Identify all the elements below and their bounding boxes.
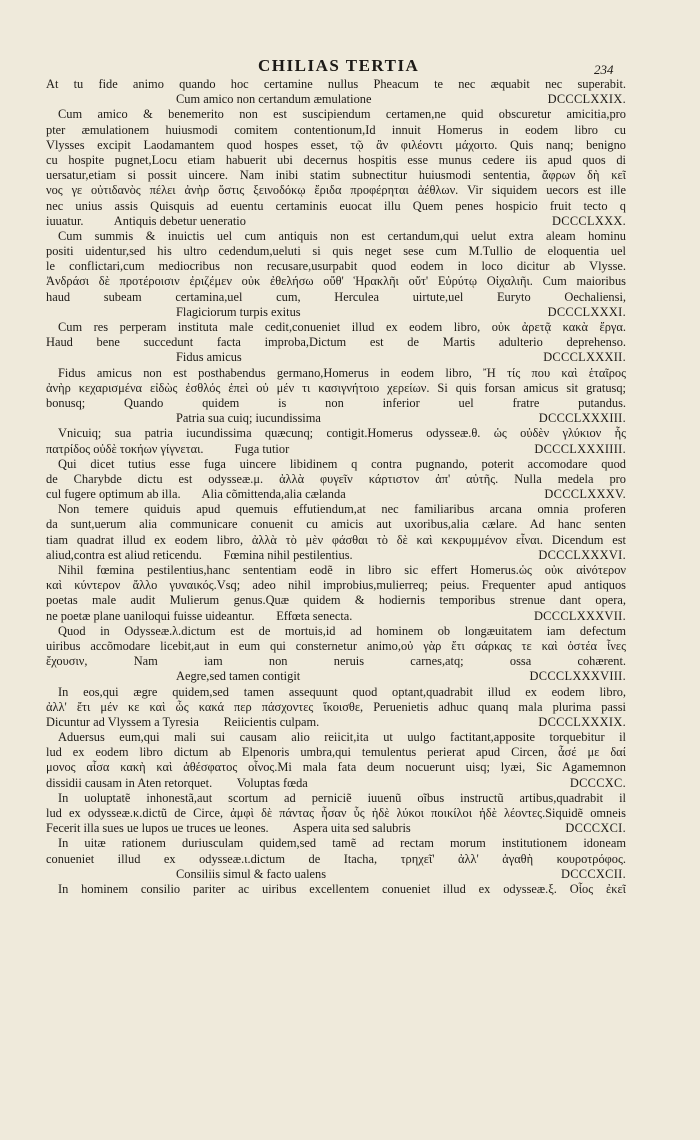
section-heading (46, 821, 626, 836)
line-text: le conflictari,cum mediocribus non recusare,usurpabit quod eodem in loco dicitur ab Vlysse. (46, 259, 626, 274)
section-number: DCCCLXXXIIII. (534, 441, 626, 456)
text-line (46, 502, 626, 517)
section-number: DCCCLXXXIII. (538, 411, 626, 426)
section-title: dissidii causam in Aten retorquet. Voluptas fœda (46, 775, 308, 790)
line-text: tiam quadrat illud ex eodem libro, ἀλλὰ τὸ μὲν φάσθαι τὸ δὲ καὶ κεκρυμμένον εἶναι. Dicendum est (46, 532, 626, 547)
section-heading (46, 609, 626, 624)
line-text: In uitæ rationem duriusculam quidem,sed tamẽ ad rectam morum institutionem idoneam (58, 836, 626, 851)
line-text: Non temere quiduis apud quemuis effutiendum,at nec familiaribus arcana omnia proferen (58, 502, 626, 517)
text-line (46, 183, 626, 198)
line-text: Quod in Odysseæ.λ.dictum est de mortuis,id ad hominem ob longæuitatem iam defectum (58, 623, 626, 638)
folio-number: 234 (594, 62, 614, 77)
text-line (46, 852, 626, 867)
section-heading (46, 776, 626, 791)
text-line (46, 654, 626, 669)
section-title: Fecerit illa sues ue lupos ue truces ue leones. Aspera uita sed salubris (46, 821, 411, 836)
section-number: DCCCLXXIX. (547, 92, 626, 107)
section-title: aliud,contra est aliud reticendu. Fœmina nihil pestilentius. (46, 547, 353, 562)
text-line (46, 335, 626, 350)
text-line (46, 396, 626, 411)
text-line (46, 426, 626, 441)
section-number: DCCCLXXXVII. (533, 608, 626, 623)
text-body (46, 77, 626, 897)
section-number: DCCCLXXXVI. (538, 547, 626, 562)
text-line (46, 244, 626, 259)
section-title: Patria sua cuiq; iucundissima (176, 411, 321, 426)
text-line (46, 123, 626, 138)
line-text: bonusq; Quando quidem is non inferior uel fratre putandus. (46, 395, 626, 410)
text-line (46, 138, 626, 153)
text-line (46, 199, 626, 214)
text-line (46, 259, 626, 274)
line-text: Vnicuiq; sua patria iucundissima quæcunq; contigit.Homerus odysseæ.θ. ὡς οὐδὲν γλύκιον ἧς (58, 426, 626, 441)
section-number: DCCCLXXXVIII. (529, 669, 626, 684)
text-line (46, 320, 626, 335)
section-heading (46, 487, 626, 502)
text-line (46, 593, 626, 608)
text-line (46, 578, 626, 593)
line-text: poetas male audit Mulierum genus.Quæ quidem & hodiernis temporibus strenue dant opera, (46, 593, 626, 608)
line-text: ἔχουσιν, Nam iam non neruis carnes,atq; ossa cohærent. (46, 654, 626, 669)
text-line (46, 791, 626, 806)
section-title: Flagiciorum turpis exitus (176, 304, 301, 319)
line-text: positi uidentur,sed his ultro cedendum,ueluti si quis neget sese cum M.Tullio de eloquentia uel (46, 244, 626, 259)
section-heading (46, 715, 626, 730)
text-line (46, 107, 626, 122)
line-text: Cum amico & benemerito non est suscipiendum certamen,ne quid obscuretur amicitia,pro (58, 107, 626, 122)
text-line (46, 290, 626, 305)
section-title: Aegre,sed tamen contigit (176, 669, 301, 684)
line-text: At tu fide animo quando hoc certamine nullus Pheacum te nec æquabit nec superabit. (46, 77, 626, 91)
section-number: DCCCLXXXV. (544, 487, 626, 502)
line-text: da sunt,uerum alia communicare conuenit cu amicis aut uxoribus,alia cælare. Ad hanc senten (46, 517, 626, 532)
text-line (46, 533, 626, 548)
line-text: μονος αἶσα κακὴ καὶ ἀθέσφατος οἶνος.Mi mala fata deum nocuerunt uisq; lyæi, Sic Agamemnon (46, 760, 626, 775)
line-text: Qui dicet tutius esse fuga uincere libidinem q contra pugnando, poterit accomodare quod (58, 456, 626, 471)
text-line (46, 836, 626, 851)
section-title: Consiliis simul & facto ualens (176, 866, 327, 881)
section-title: Cum amico non certandum æmulatione (176, 92, 372, 107)
text-line (46, 229, 626, 244)
text-line (46, 457, 626, 472)
section-title: cul fugere optimum ab illa. Alia cõmittenda,alia cælanda (46, 487, 346, 502)
section-number: DCCCXCII. (560, 866, 626, 881)
section-number: DCCCLXXXIX. (538, 714, 626, 729)
line-text: nec unius assis Quisquis ad euentu certaminis euocat illu Quem penes hospicio fruit tecto q (46, 198, 626, 213)
section-heading (46, 350, 626, 365)
line-text: haud subeam certamina,uel cum, Herculea uirtute,uel Euryto Oechaliensi, (46, 289, 626, 304)
line-text: cu hospite pugnet,Locu etiam habuerit ubi decernus hospitis esse munus cedere iis apud quos di (46, 152, 626, 167)
text-line (46, 806, 626, 821)
line-text: uersatur,etiam si possit uincere. Nam inibi statim subnectitur huiusmodi sententia, ἄφρων δὴ κεῖ (46, 168, 626, 183)
text-line (46, 639, 626, 654)
line-text: Cum res perperam instituta male cedit,conueniet illud ex eodem libro, οὐκ ἀρετᾷ κακὰ ἔργα. (58, 320, 626, 334)
line-text: Cum summis & inuictis uel cum antiquis non est certandum,qui uelut extra aleam hominu (58, 228, 626, 243)
section-number: DCCCXC. (569, 775, 626, 790)
section-heading (46, 411, 626, 426)
section-heading (46, 305, 626, 320)
line-text: lud ex odysseæ.κ.dictũ de Circe, ἀμφὶ δὲ πάντας ἦσαν ὗς ἠδὲ λύκοι ποικίλοι ἠδὲ λέοντες.Siquidẽ omneis (46, 806, 626, 820)
line-text: νος γε οὐτιδανὸς πέλει ἀνὴρ ὅστις ξεινοδόκῳ ἔριδα προφέρηται ἀέθλων. Vir siquidem uecors est ille (46, 183, 626, 198)
text-line (46, 730, 626, 745)
line-text: uiribus accõmodare licebit,aut in eum qui consternetur animo,οὐ γὰρ ἔτι σάρκας τε καὶ ὀστέα ἶνες (46, 638, 626, 653)
line-text: Nihil fœmina pestilentius,hanc sententiam eodẽ in libro sic effert Homerus.ὡς οὐκ αἰνότερον (58, 563, 626, 577)
line-text: In hominem consilio pariter ac uiribus excellentem conueniet illud ex odysseæ.ξ. Οἷος ἐκεῖ (58, 881, 626, 896)
line-text: ἀλλ' ἔτι μέν κε καὶ ὧς κακά περ πάσχοντες ἵκοισθε, Peruenietis adhuc quanq mala plurima passi (46, 699, 626, 714)
section-title: ne poetæ plane uaniloqui fuisse uideantur. Effœta senecta. (46, 608, 353, 623)
text-line (46, 472, 626, 487)
section-heading (46, 867, 626, 882)
section-number: DCCCLXXXI. (547, 304, 626, 319)
text-line (46, 381, 626, 396)
section-heading (46, 548, 626, 563)
text-line (46, 168, 626, 183)
section-heading (46, 214, 626, 229)
line-text: In eos,qui ægre quidem,sed tamen assequunt quod optant,quadrabit illud ex eodem libro, (58, 684, 626, 699)
text-line (46, 153, 626, 168)
text-line (46, 517, 626, 532)
line-text: Haud bene succedunt facta improba,Dictum est de Martis adulterio deprehenso. (46, 335, 626, 350)
line-text: lud ex eodem libro dictum ab Elpenoris umbra,qui temulentus perierat apud Circen, ἆσέ με δαί (46, 745, 626, 760)
text-line (46, 77, 626, 92)
line-text: pter æmulationem huiusmodi comitem contentionum,Id innuit Homerus in eodem libro cu (46, 122, 626, 137)
text-line (46, 563, 626, 578)
section-title: Fidus amicus (176, 350, 242, 365)
section-number: DCCCXCI. (565, 821, 626, 836)
line-text: Ἀνδράσι δὲ προτέροισιν ἐριζέμεν οὐκ ἐθελήσω οὔθ' Ἡρακλῆι οὔτ' Εὐρύτῳ Οἰχαλιῆι. Cum maioribus (46, 274, 626, 289)
text-line (46, 685, 626, 700)
text-line (46, 274, 626, 289)
section-number: DCCCLXXX. (552, 213, 626, 228)
section-heading (46, 442, 626, 457)
line-text: In uoluptatẽ inhonestã,aut scortum ad perniciẽ iuuenũ oĩbus instructũ artibus,quadrabit il (58, 790, 626, 805)
line-text: de Charybde dictu est odysseæ.μ. ἀλλὰ φυγεῖν κάρτιστον ἀπ' αὐτῆς. Nulla medela pro (46, 471, 626, 486)
line-text: Vlysses excipit Laodamantem quod hospes esset, τῷ ἂν φιλέοντι μάχοιτο. Quis nanq; benigno (46, 137, 626, 152)
text-line (46, 700, 626, 715)
line-text: ἀνὴρ κεχαρισμένα εἰδὼς ἐσθλός ἐπεὶ οὐ μέν τι κασιγνήτοιο χερείων. Si quis forsan amicus sit gratusq; (46, 380, 626, 395)
section-title: Dicuntur ad Vlyssem a Tyresia Reiicientis culpam. (46, 714, 320, 729)
text-line (46, 624, 626, 639)
line-text: καὶ κύντερον ἄλλο γυναικός.Vsq; adeo nihil improbius,mulierreq; peius. Frequenter apud antiquos (46, 578, 626, 593)
running-header (0, 56, 700, 78)
line-text: Aduersus eum,qui mali sui causam alio reiicit,ita ut uulgo factitant,apposite torquebitur il (58, 730, 626, 745)
line-text: conueniet illud ex odysseæ.ι.dictum de Itacha, τρηχεῖ' ἀλλ' ἀγαθὴ κουροτρόφος. (46, 851, 626, 866)
text-line (46, 366, 626, 381)
section-heading (46, 92, 626, 107)
section-heading (46, 669, 626, 684)
section-title: iuuatur. Antiquis debetur ueneratio (46, 213, 246, 228)
text-line (46, 882, 626, 897)
text-line (46, 760, 626, 775)
section-title: πατρίδος οὐδὲ τοκήων γίγνεται. Fuga tutior (46, 441, 290, 456)
line-text: Fidus amicus non est posthabendus germano,Homerus in eodem libro, Ἤ τίς που καὶ ἑταῖρος (58, 365, 626, 380)
running-title: CHILIAS TERTIA (258, 56, 420, 75)
text-line (46, 745, 626, 760)
section-number: DCCCLXXXII. (543, 350, 626, 365)
